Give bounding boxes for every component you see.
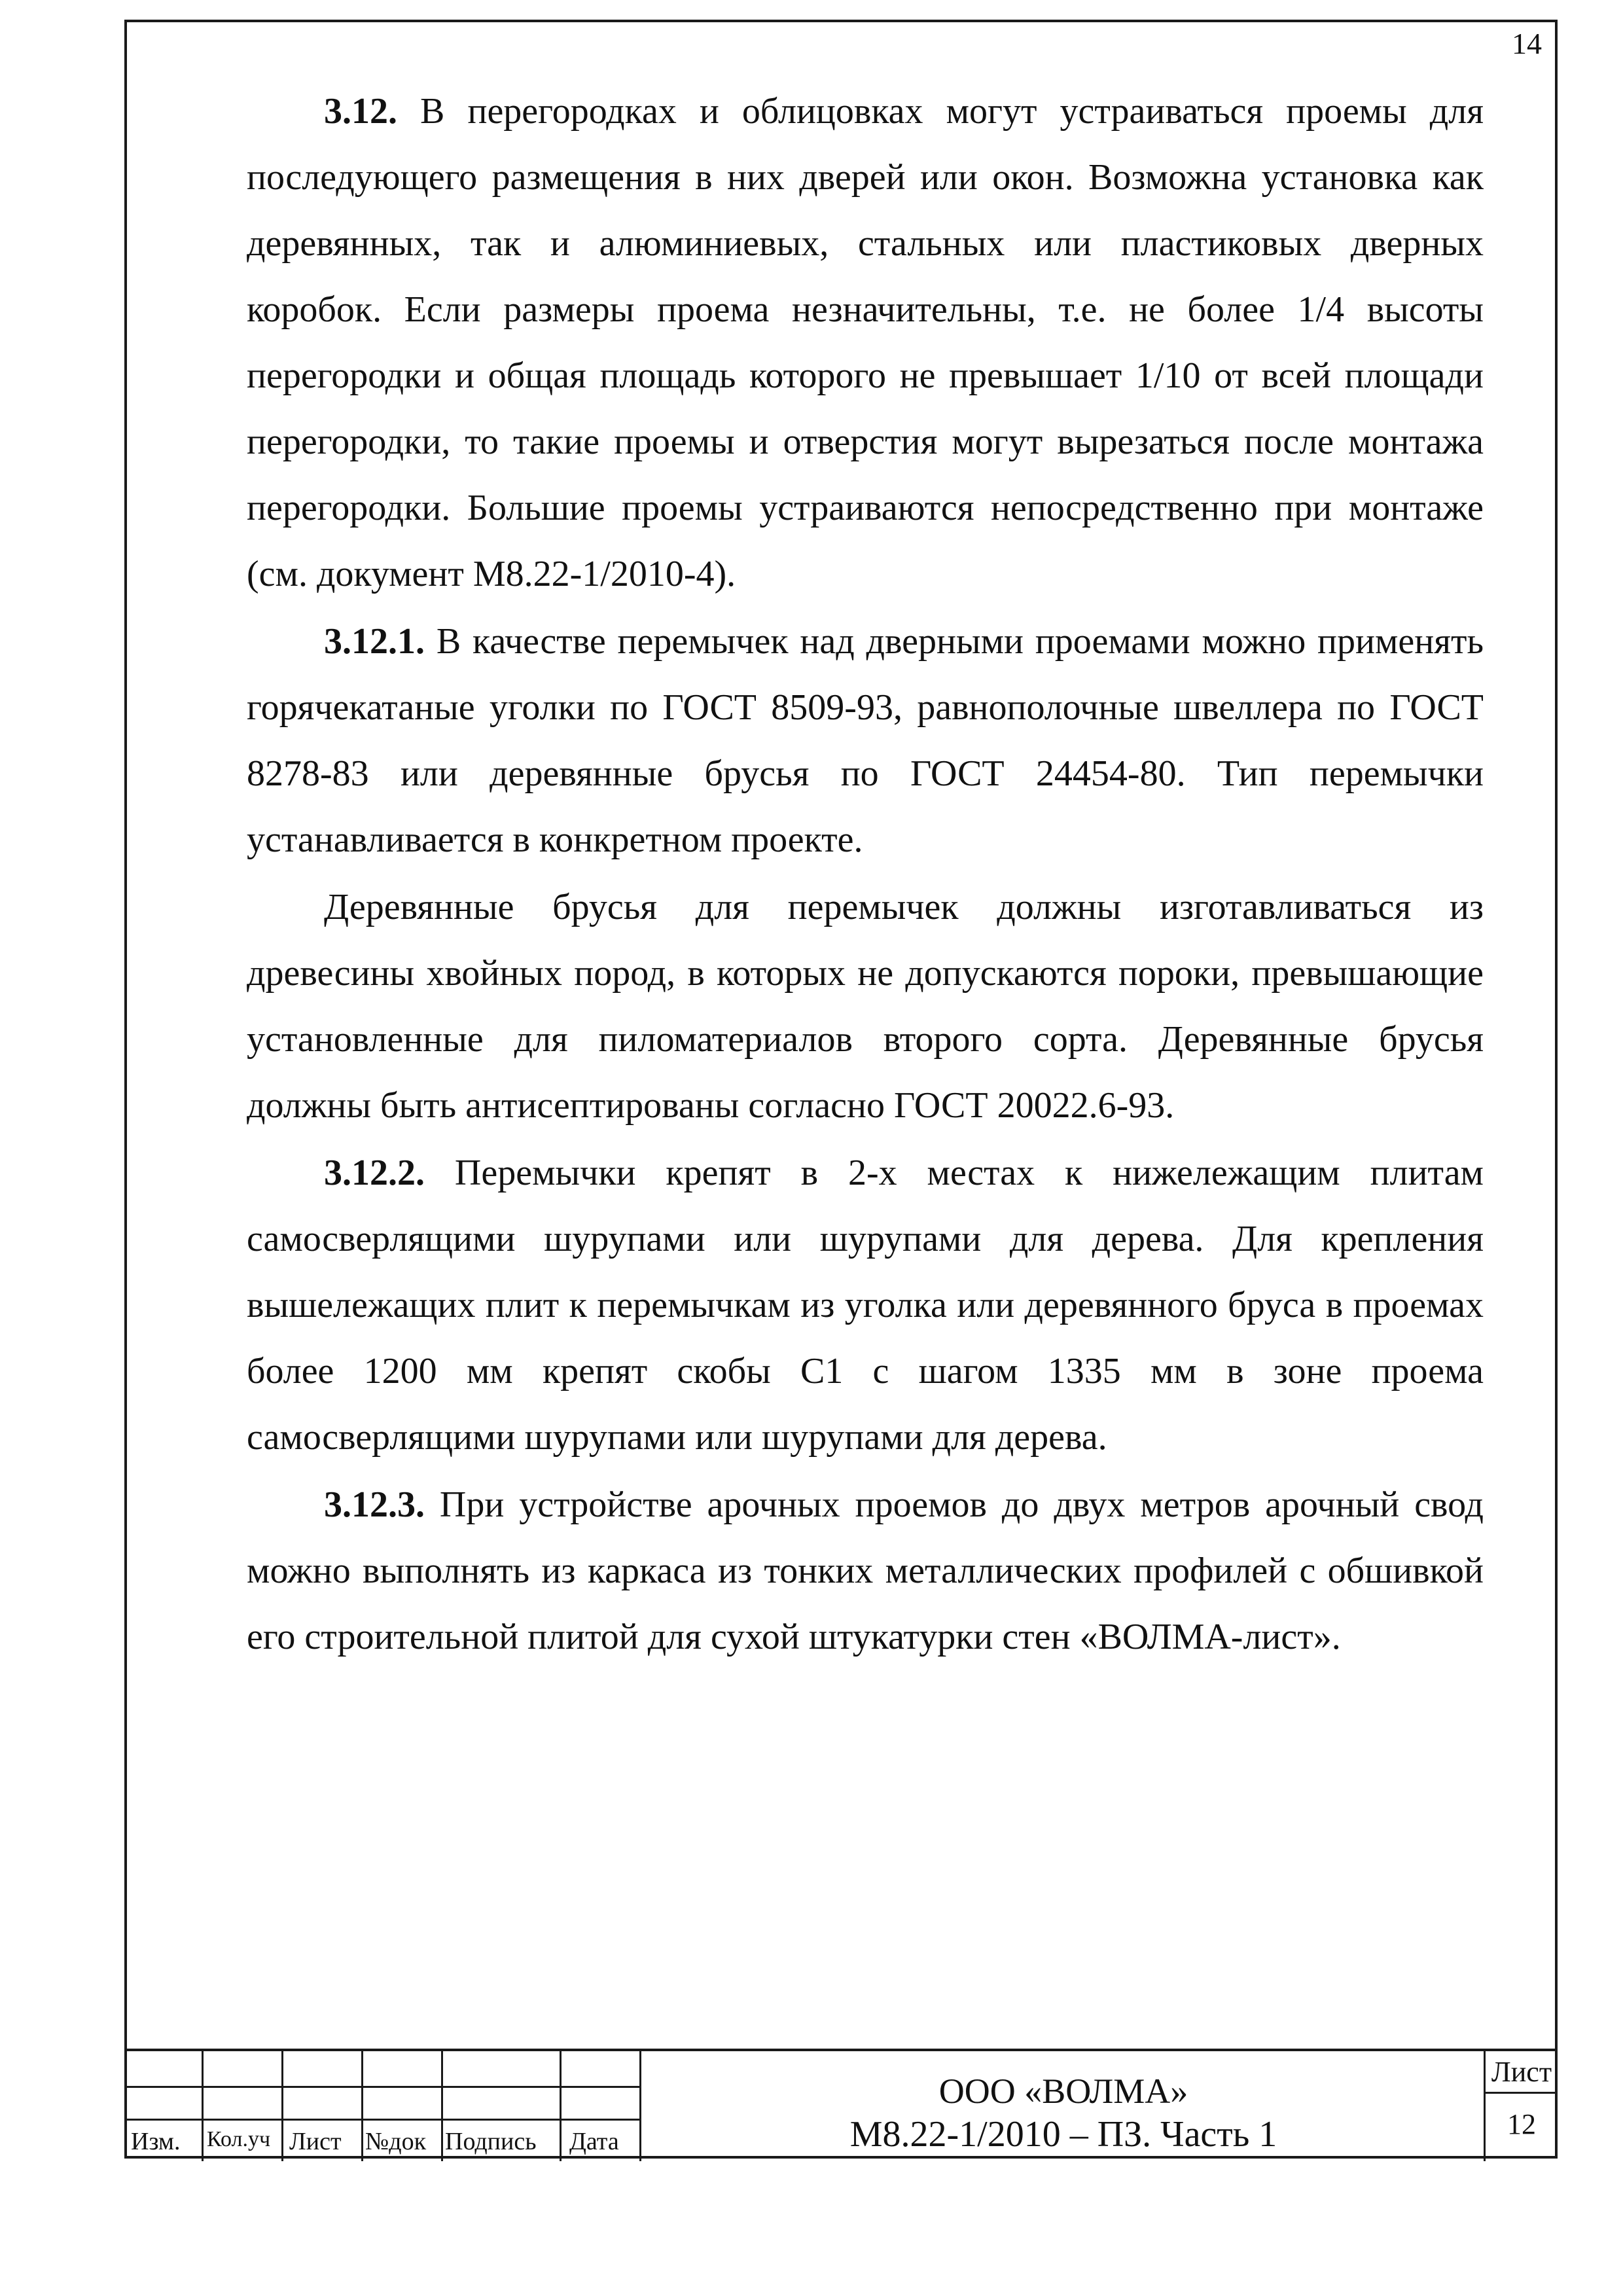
grid-line: [202, 2051, 204, 2161]
document-code: М8.22-1/2010 – ПЗ. Часть 1: [849, 2114, 1277, 2155]
column-label-count: Кол.уч: [207, 2127, 271, 2151]
paragraph-3-12-3: [247, 1472, 1484, 1670]
sheet-number: 12: [1507, 2108, 1536, 2140]
organization-name: ООО «ВОЛМА»: [938, 2072, 1188, 2111]
section-number: 3.12.: [324, 91, 397, 132]
grid-line: [441, 2051, 443, 2161]
grid-line: [1486, 2092, 1558, 2094]
column-label-date: Дата: [569, 2128, 619, 2155]
paragraph-text: В качестве перемычек над дверными проемами можно применять горячекатаные уголки по ГОСТ 8509-93, равнополочные швеллера по ГОСТ 8278-83 или деревянные брусья по ГОСТ 24454-80. Тип перемычки устанавливается в конкретном проекте.: [247, 621, 1484, 860]
paragraph-3-12: [247, 79, 1484, 607]
paragraph-wooden-bars: [247, 874, 1484, 1139]
column-label-signature: Подпись: [445, 2128, 537, 2155]
page-number-top: 14: [1512, 27, 1542, 60]
paragraph-text: В перегородках и облицовках могут устраиваться проемы для последующего размещения в них дверей или окон. Возможна установка как деревянных, так и алюминиевых, стальных или пластиковых дверных коробок. Если размеры проема незначительны, т.е. не более 1/4 высоты перегородки и общая площадь которого не превышает 1/10 от всей площади перегородки, то такие проемы и отверстия могут вырезаться после монтажа перегородки. Большие проемы устраиваются непосредственно при монтаже (см. документ М8.22-1/2010-4).: [247, 91, 1484, 594]
column-label-doc-number: №док: [365, 2128, 427, 2155]
paragraph-text: Перемычки крепят в 2-х местах к нижележащим плитам самосверлящими шурупами или шурупами для дерева. Для крепления вышележащих плит к перемычкам из уголка или деревянного бруса в проемах более 1200 мм крепят скобы С1 с шагом 1335 мм в зоне проема самосверлящими шурупами или шурупами для дерева.: [247, 1153, 1484, 1458]
grid-line: [560, 2051, 562, 2161]
paragraph-3-12-2: [247, 1140, 1484, 1471]
paragraph-text: При устройстве арочных проемов до двух метров арочный свод можно выполнять из каркаса из тонких металлических профилей с обшивкой его строительной плитой для сухой штукатурки стен «ВОЛМА-лист».: [247, 1484, 1484, 1657]
section-number: 3.12.1.: [324, 621, 425, 662]
grid-line: [281, 2051, 283, 2161]
paragraph-text: Деревянные брусья для перемычек должны изготавливаться из древесины хвойных пород, в которых не допускаются пороки, превышающие установленные для пиломатериалов второго сорта. Деревянные брусья должны быть антисептированы согласно ГОСТ 20022.6-93.: [247, 887, 1484, 1126]
section-number: 3.12.2.: [324, 1153, 425, 1193]
section-number: 3.12.3.: [324, 1484, 425, 1525]
document-body: [247, 79, 1484, 1670]
column-label-change: Изм.: [131, 2128, 181, 2155]
grid-line: [361, 2051, 363, 2161]
paragraph-3-12-1: [247, 609, 1484, 873]
sheet-label: Лист: [1491, 2056, 1552, 2088]
title-block: [124, 2049, 1558, 2159]
column-label-sheet: Лист: [289, 2128, 342, 2155]
